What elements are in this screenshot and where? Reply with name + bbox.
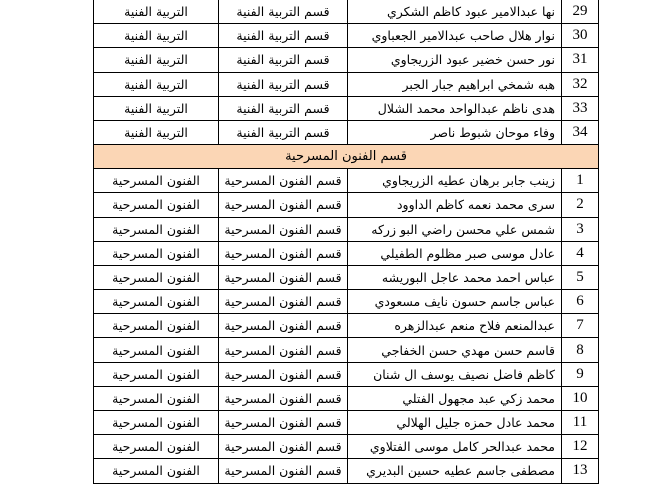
specialization-cell: الفنون المسرحية [94,338,219,362]
department-cell: قسم الفنون المسرحية [219,459,348,483]
row-number-cell: 5 [562,265,599,289]
row-number-cell: 1 [562,169,599,193]
student-name-cell: نور حسن خضير عبود الزريجاوي [348,48,562,72]
student-name-cell: سرى محمد نعمه كاظم الداوود [348,193,562,217]
specialization-cell: الفنون المسرحية [94,362,219,386]
table-row [94,362,599,386]
student-list-sheet [93,0,590,484]
department-cell: قسم الفنون المسرحية [219,217,348,241]
row-number-cell: 31 [562,48,599,72]
student-name-cell: نها عبدالامير عبود كاظم الشكري [348,0,562,24]
specialization-cell: الفنون المسرحية [94,386,219,410]
table-row [94,265,599,289]
student-name-cell: زينب جابر برهان عطيه الزريجاوي [348,169,562,193]
student-name-cell: عادل موسى صبر مظلوم الطفيلي [348,241,562,265]
row-number-cell: 33 [562,96,599,120]
department-cell: قسم الفنون المسرحية [219,169,348,193]
row-number-cell: 9 [562,362,599,386]
specialization-cell: الفنون المسرحية [94,290,219,314]
student-table-body [94,0,599,483]
department-cell: قسم التربية الفنية [219,48,348,72]
section-title: قسم الفنون المسرحية [94,145,599,169]
specialization-cell: التربية الفنية [94,48,219,72]
department-cell: قسم الفنون المسرحية [219,241,348,265]
specialization-cell: الفنون المسرحية [94,193,219,217]
student-name-cell: محمد عبدالحر كامل موسى الفتلاوي [348,435,562,459]
table-row [94,120,599,144]
specialization-cell: الفنون المسرحية [94,265,219,289]
student-name-cell: نوار هلال صاحب عبدالامير الجعباوي [348,24,562,48]
student-name-cell: كاظم فاضل نصيف يوسف ال شنان [348,362,562,386]
student-name-cell: محمد زكي عبد مجهول الفتلي [348,386,562,410]
specialization-cell: الفنون المسرحية [94,411,219,435]
section-header-row [94,145,599,169]
department-cell: قسم الفنون المسرحية [219,411,348,435]
department-cell: قسم الفنون المسرحية [219,314,348,338]
table-row [94,193,599,217]
student-name-cell: هدى ناظم عبدالواحد محمد الشلال [348,96,562,120]
table-row [94,0,599,24]
department-cell: قسم التربية الفنية [219,72,348,96]
table-row [94,338,599,362]
specialization-cell: الفنون المسرحية [94,217,219,241]
table-row [94,386,599,410]
department-cell: قسم الفنون المسرحية [219,362,348,386]
table-row [94,72,599,96]
row-number-cell: 30 [562,24,599,48]
table-row [94,241,599,265]
row-number-cell: 32 [562,72,599,96]
department-cell: قسم التربية الفنية [219,0,348,24]
row-number-cell: 13 [562,459,599,483]
row-number-cell: 10 [562,386,599,410]
student-name-cell: مصطفى جاسم عطيه حسين البديري [348,459,562,483]
specialization-cell: الفنون المسرحية [94,314,219,338]
table-row [94,290,599,314]
department-cell: قسم الفنون المسرحية [219,435,348,459]
row-number-cell: 4 [562,241,599,265]
row-number-cell: 11 [562,411,599,435]
table-row [94,314,599,338]
table-row [94,217,599,241]
specialization-cell: الفنون المسرحية [94,169,219,193]
department-cell: قسم التربية الفنية [219,120,348,144]
row-number-cell: 34 [562,120,599,144]
department-cell: قسم الفنون المسرحية [219,265,348,289]
row-number-cell: 7 [562,314,599,338]
department-cell: قسم الفنون المسرحية [219,193,348,217]
specialization-cell: التربية الفنية [94,120,219,144]
specialization-cell: الفنون المسرحية [94,435,219,459]
department-cell: قسم التربية الفنية [219,24,348,48]
department-cell: قسم الفنون المسرحية [219,338,348,362]
specialization-cell: التربية الفنية [94,24,219,48]
table-row [94,24,599,48]
row-number-cell: 2 [562,193,599,217]
specialization-cell: الفنون المسرحية [94,459,219,483]
student-name-cell: عباس جاسم حسون نايف مسعودي [348,290,562,314]
department-cell: قسم التربية الفنية [219,96,348,120]
department-cell: قسم الفنون المسرحية [219,386,348,410]
student-name-cell: وفاء موحان شبوط ناصر [348,120,562,144]
row-number-cell: 12 [562,435,599,459]
student-name-cell: شمس علي محسن راضي البو زركه [348,217,562,241]
specialization-cell: الفنون المسرحية [94,241,219,265]
student-name-cell: عباس احمد محمد عاجل البوريشه [348,265,562,289]
row-number-cell: 8 [562,338,599,362]
specialization-cell: التربية الفنية [94,96,219,120]
student-name-cell: قاسم حسن مهدي حسن الخفاجي [348,338,562,362]
row-number-cell: 6 [562,290,599,314]
table-row [94,411,599,435]
student-name-cell: عبدالمنعم فلاح منعم عبدالزهره [348,314,562,338]
table-row [94,96,599,120]
table-row [94,169,599,193]
student-name-cell: محمد عادل حمزه جليل الهلالي [348,411,562,435]
specialization-cell: التربية الفنية [94,72,219,96]
department-cell: قسم الفنون المسرحية [219,290,348,314]
row-number-cell: 29 [562,0,599,24]
table-row [94,48,599,72]
specialization-cell: التربية الفنية [94,0,219,24]
student-name-cell: هبه شمخي ابراهيم جبار الجبر [348,72,562,96]
student-table [93,0,599,484]
row-number-cell: 3 [562,217,599,241]
table-row [94,435,599,459]
table-row [94,459,599,483]
